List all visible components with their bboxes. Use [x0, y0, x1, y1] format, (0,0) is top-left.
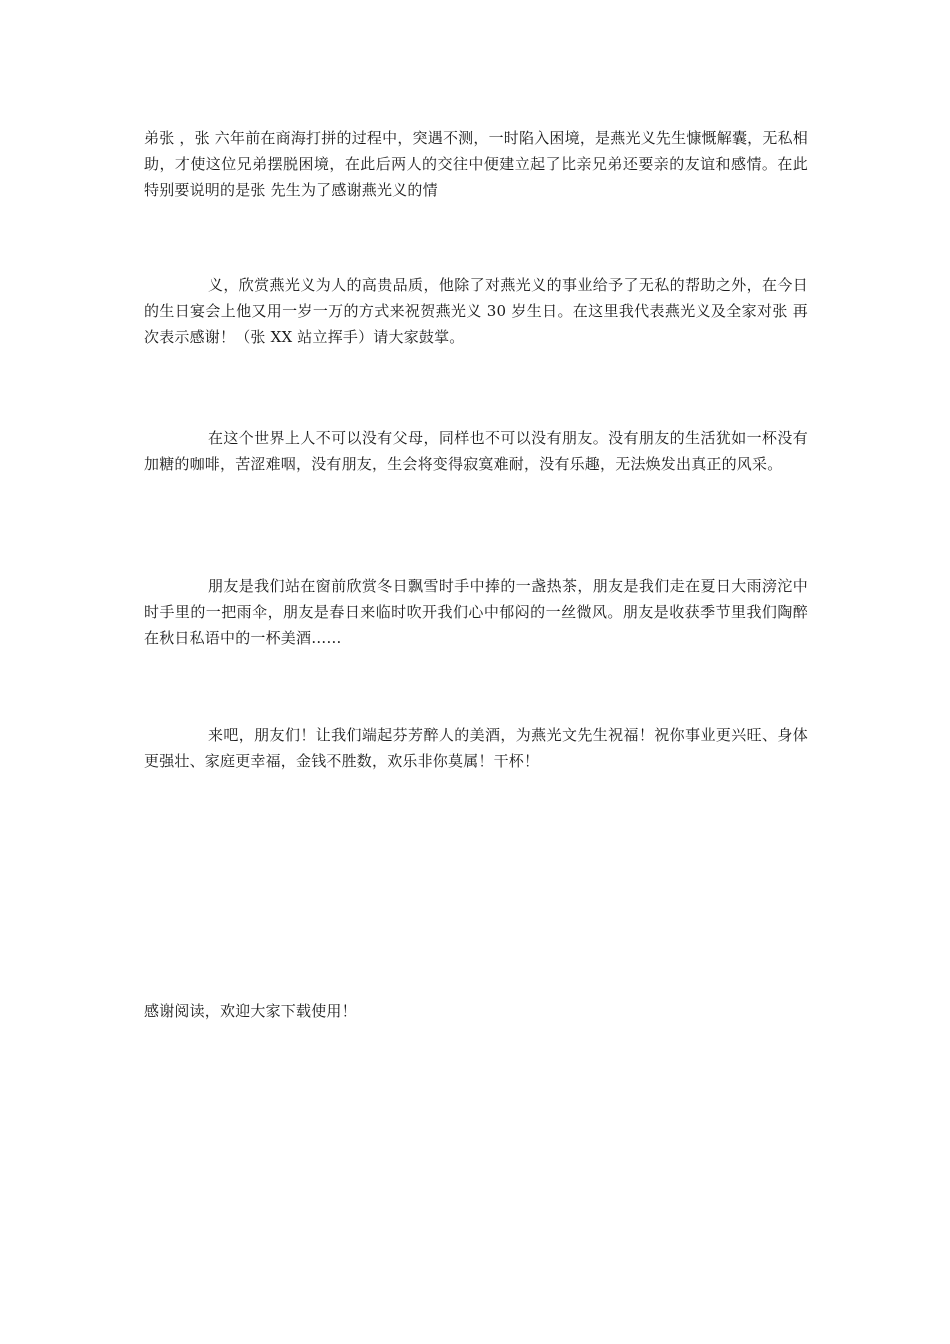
paragraph-5: 来吧，朋友们！让我们端起芬芳醉人的美酒，为燕光文先生祝福！祝你事业更兴旺、身体更强壮、家庭更幸福，金钱不胜数，欢乐非你莫属！干杯！ — [144, 726, 808, 770]
paragraph-2: 义，欣赏燕光义为人的高贵品质，他除了对燕光义的事业给予了无私的帮助之外，在今日的生日宴会上他又用一岁一万的方式来祝贺燕光义 30 岁生日。在这里我代表燕光义及全家对张 再次表示感谢！（张 XX 站立挥手）请大家鼓掌。 — [144, 276, 808, 346]
paragraph-1: 弟张 ，张 六年前在商海打拼的过程中，突遇不测，一时陷入困境，是燕光义先生慷慨解囊，无私相助，才使这位兄弟摆脱困境，在此后两人的交往中便建立起了比亲兄弟还要亲的友谊和感情。在此特别要说明的是张 先生为了感谢燕光义的情 — [144, 129, 808, 199]
closing-note: 感谢阅读，欢迎大家下载使用！ — [144, 1002, 357, 1020]
paragraph-3: 在这个世界上人不可以没有父母，同样也不可以没有朋友。没有朋友的生活犹如一杯没有加糖的咖啡，苦涩难咽，没有朋友，生会将变得寂寞难耐，没有乐趣，无法焕发出真正的风采。 — [144, 429, 808, 473]
paragraph-4: 朋友是我们站在窗前欣赏冬日飘雪时手中捧的一盏热茶，朋友是我们走在夏日大雨滂沱中时手里的一把雨伞，朋友是春日来临时吹开我们心中郁闷的一丝微风。朋友是收获季节里我们陶醉在秋日私语中的一杯美酒…… — [144, 577, 808, 647]
